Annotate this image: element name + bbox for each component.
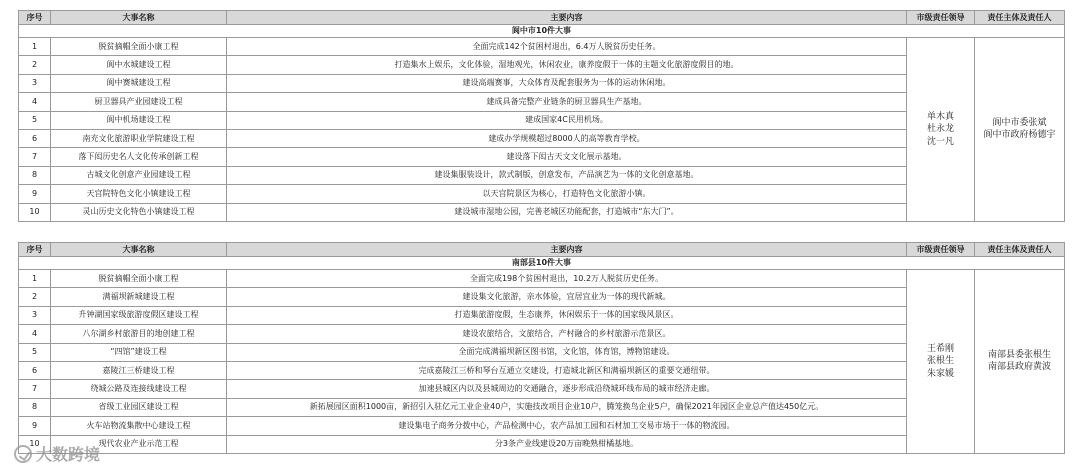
row-content: 分3条产业线建设20万亩晚熟柑橘基地。 (227, 435, 907, 453)
row-content: 建成国家4C民用机场。 (227, 111, 907, 129)
row-name: 火车站物流集散中心建设工程 (51, 417, 227, 435)
section-row (19, 257, 1065, 270)
row-name: 厨卫器具产业园建设工程 (51, 93, 227, 111)
row-no: 2 (19, 288, 51, 306)
table-row (19, 38, 1065, 56)
header-content: 主要内容 (227, 11, 907, 25)
row-name: 南充文化旅游职业学院建设工程 (51, 129, 227, 147)
row-no: 4 (19, 93, 51, 111)
row-no: 2 (19, 56, 51, 74)
row-content: 建设城市湿地公园，完善老城区功能配套，打造城市“东大门”。 (227, 203, 907, 221)
row-no: 6 (19, 361, 51, 379)
row-content: 建成办学规模超过8000人的高等教育学校。 (227, 129, 907, 147)
row-content: 建成具备完整产业链条的厨卫器具生产基地。 (227, 93, 907, 111)
row-no: 10 (19, 203, 51, 221)
row-name: 天宫院特色文化小镇建设工程 (51, 185, 227, 203)
header-name: 大事名称 (51, 243, 227, 257)
row-content: 以天宫院景区为核心，打造特色文化旅游小镇。 (227, 185, 907, 203)
row-name: 脱贫摘帽全面小康工程 (51, 270, 227, 288)
header-content: 主要内容 (227, 243, 907, 257)
header-row (19, 243, 1065, 257)
row-no: 5 (19, 343, 51, 361)
row-name: 落下闳历史名人文化传承创新工程 (51, 148, 227, 166)
row-no: 7 (19, 380, 51, 398)
langzhong-table (18, 10, 1065, 222)
row-name: 阆中机场建设工程 (51, 111, 227, 129)
row-content: 打造集旅游度假，生态康养，休闲娱乐于一体的国家级风景区。 (227, 306, 907, 324)
row-name: “四馆”建设工程 (51, 343, 227, 361)
row-content: 完成嘉陵江三桥和琴台互通立交建设，打造城北新区和满福坝新区的重要交通纽带。 (227, 361, 907, 379)
header-leaders: 市级责任领导 (907, 11, 975, 25)
city-leaders: 单木真 杜永龙 沈一凡 (907, 38, 975, 222)
header-leaders: 市级责任领导 (907, 243, 975, 257)
header-row (19, 11, 1065, 25)
city-leaders: 王希刚 张根生 朱家媛 (907, 270, 975, 454)
row-content: 加速县城区内以及县城周边的交通融合，逐步形成沿绕城环线布局的城市经济走廊。 (227, 380, 907, 398)
row-no: 1 (19, 270, 51, 288)
row-no: 6 (19, 129, 51, 147)
row-name: 古城文化创意产业园建设工程 (51, 166, 227, 184)
row-name: 阆中水城建设工程 (51, 56, 227, 74)
header-responsible: 责任主体及责任人 (975, 11, 1065, 25)
row-content: 建设集文化旅游，亲水体验，宜居宜业为一体的现代新城。 (227, 288, 907, 306)
row-name: 嘉陵江三桥建设工程 (51, 361, 227, 379)
header-responsible: 责任主体及责任人 (975, 243, 1065, 257)
row-no: 8 (19, 398, 51, 416)
row-no: 10 (19, 435, 51, 453)
responsible-persons: 阆中市委张斌 阆中市政府杨德宇 (975, 38, 1065, 222)
row-no: 4 (19, 325, 51, 343)
watermark-text: 大数跨境 (36, 445, 101, 464)
row-name: 阆中赛城建设工程 (51, 74, 227, 92)
row-content: 全面完成满福坝新区图书馆，文化馆，体育馆，博物馆建设。 (227, 343, 907, 361)
section-title: 南部县10件大事 (19, 257, 1065, 270)
section-row (19, 25, 1065, 38)
row-content: 建设农旅结合，文旅结合，产村融合的乡村旅游示范景区。 (227, 325, 907, 343)
row-content: 打造集水上娱乐，文化体验，湿地观光，休闲农业，康养度假于一体的主题文化旅游度假目的地。 (227, 56, 907, 74)
row-name: 绕城公路及连接线建设工程 (51, 380, 227, 398)
row-name: 现代农业产业示范工程 (51, 435, 227, 453)
row-no: 3 (19, 74, 51, 92)
row-content: 建设高端赛事，大众体育及配套服务为一体的运动休闲地。 (227, 74, 907, 92)
row-no: 3 (19, 306, 51, 324)
row-content: 建设集电子商务分拨中心，产品检测中心，农产品加工园和石材加工交易市场于一体的物流园。 (227, 417, 907, 435)
table-row (19, 270, 1065, 288)
section-title: 阆中市10件大事 (19, 25, 1065, 38)
row-no: 7 (19, 148, 51, 166)
row-no: 9 (19, 417, 51, 435)
watermark-logo-icon (14, 445, 32, 463)
row-content: 全面完成198个贫困村退出，10.2万人脱贫历史任务。 (227, 270, 907, 288)
row-name: 升钟湖国家级旅游度假区建设工程 (51, 306, 227, 324)
row-content: 建设落下闳古天文文化展示基地。 (227, 148, 907, 166)
row-name: 满福坝新城建设工程 (51, 288, 227, 306)
row-no: 9 (19, 185, 51, 203)
row-name: 脱贫摘帽全面小康工程 (51, 38, 227, 56)
row-content: 新拓展园区面积1000亩，新招引入驻亿元工业企业40户，实施技改项目企业10户，腾笼换鸟企业5户，确保2021年园区企业总产值达450亿元。 (227, 398, 907, 416)
responsible-persons: 南部县委张根生 南部县政府黄波 (975, 270, 1065, 454)
header-no: 序号 (19, 11, 51, 25)
row-name: 灵山历史文化特色小镇建设工程 (51, 203, 227, 221)
nanbu-table (18, 242, 1065, 454)
row-no: 1 (19, 38, 51, 56)
row-no: 5 (19, 111, 51, 129)
header-no: 序号 (19, 243, 51, 257)
header-name: 大事名称 (51, 11, 227, 25)
row-name: 八尔湖乡村旅游目的地创建工程 (51, 325, 227, 343)
watermark (14, 442, 100, 465)
row-content: 全面完成142个贫困村退出，6.4万人脱贫历史任务。 (227, 38, 907, 56)
row-name: 省级工业园区建设工程 (51, 398, 227, 416)
row-content: 建设集服装设计，款式制版，创意发布，产品演艺为一体的文化创意基地。 (227, 166, 907, 184)
row-no: 8 (19, 166, 51, 184)
